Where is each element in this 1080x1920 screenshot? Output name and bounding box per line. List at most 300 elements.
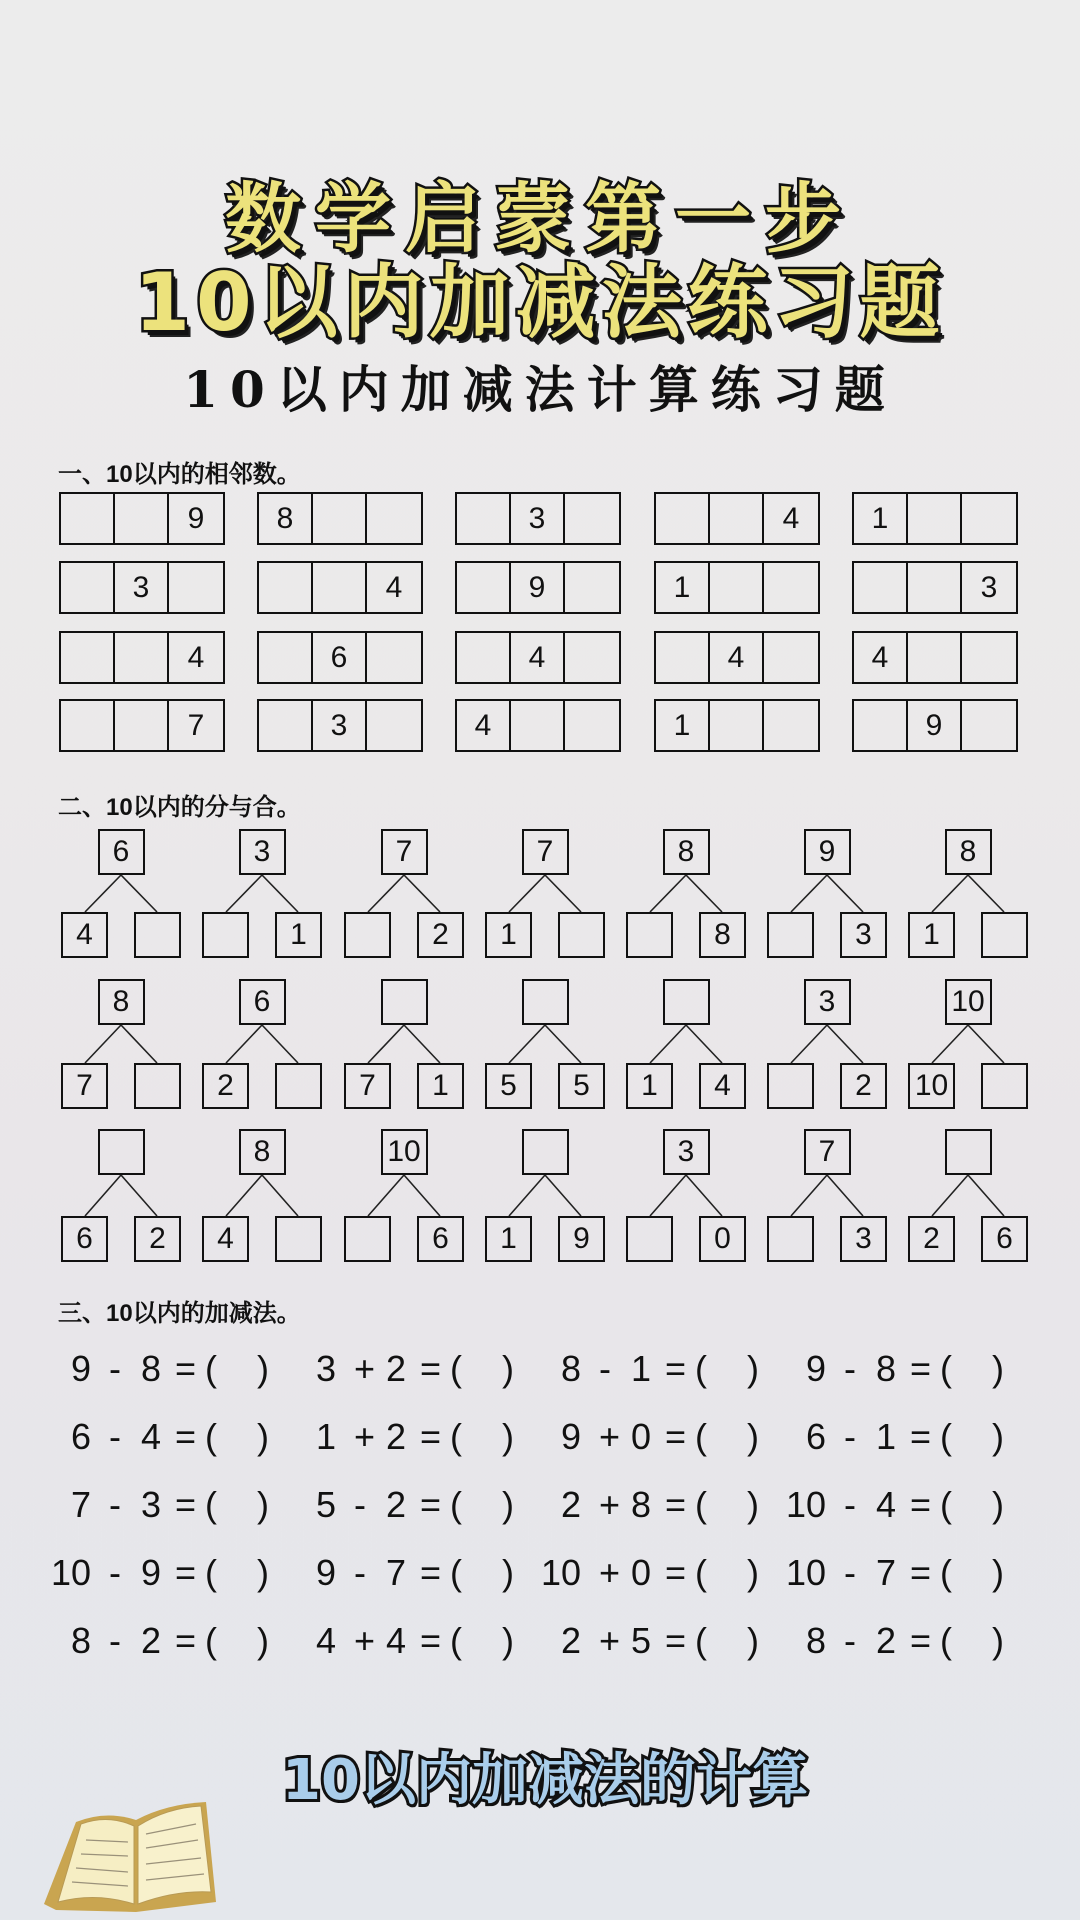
bond-top-box: 8 (663, 829, 710, 875)
answer-box[interactable] (710, 563, 764, 612)
answer-blank[interactable] (954, 1416, 990, 1460)
bond-line (509, 1025, 545, 1063)
equals-sign: = (665, 1552, 687, 1593)
close-paren: ) (502, 1620, 514, 1661)
answer-box[interactable] (962, 701, 1016, 750)
close-paren: ) (502, 1416, 514, 1457)
answer-box[interactable] (764, 701, 818, 750)
answer-box[interactable] (259, 563, 313, 612)
bond-line (827, 875, 863, 912)
equation (316, 1552, 516, 1596)
operand-a: 2 (560, 1620, 581, 1661)
operator: - (599, 1348, 611, 1389)
bond-right-box: 2 (134, 1216, 181, 1262)
operand-a: 6 (805, 1416, 826, 1457)
open-paren: ( (205, 1552, 217, 1593)
bond-line (509, 875, 545, 912)
bond-top-box: 8 (98, 979, 145, 1025)
operand-b: 7 (386, 1552, 407, 1593)
equals-sign: = (420, 1620, 442, 1661)
bond-left-box: 1 (908, 912, 955, 958)
adjacent-number-group (257, 492, 423, 545)
bond-right-box: 6 (981, 1216, 1028, 1262)
bond-top-box: 6 (98, 829, 145, 875)
bond-left-box: 5 (485, 1063, 532, 1109)
bond-line (791, 875, 827, 912)
bond-line (650, 875, 686, 912)
answer-box[interactable] (565, 633, 619, 682)
answer-blank[interactable] (709, 1484, 745, 1528)
bond-left-box: 2 (908, 1216, 955, 1262)
close-paren: ) (257, 1484, 269, 1525)
bond-line (85, 875, 121, 912)
operand-b: 4 (386, 1620, 407, 1661)
operator: + (354, 1620, 376, 1661)
operand-a: 7 (70, 1484, 91, 1525)
close-paren: ) (257, 1620, 269, 1661)
operand-b: 0 (631, 1552, 652, 1593)
operand-b: 1 (631, 1348, 652, 1389)
open-paren: ( (940, 1348, 952, 1389)
bond-line (545, 1025, 581, 1063)
operator: - (109, 1484, 121, 1525)
bond-line (368, 875, 404, 912)
equation (50, 1552, 271, 1596)
answer-box[interactable] (313, 494, 367, 543)
operand-a: 1 (315, 1416, 336, 1457)
answer-box[interactable] (115, 701, 169, 750)
answer-box[interactable] (565, 701, 619, 750)
operand-b: 4 (141, 1416, 162, 1457)
close-paren: ) (747, 1552, 759, 1593)
operand-b: 2 (386, 1348, 407, 1389)
bond-line (509, 1175, 545, 1216)
equation (316, 1348, 516, 1392)
bond-left-box: 4 (202, 1216, 249, 1262)
answer-blank[interactable] (464, 1416, 500, 1460)
bond-line (368, 1175, 404, 1216)
answer-blank[interactable] (954, 1552, 990, 1596)
equals-sign: = (665, 1484, 687, 1525)
open-paren: ( (205, 1620, 217, 1661)
operand-b: 2 (386, 1416, 407, 1457)
bond-left-box-empty[interactable] (344, 912, 391, 958)
open-paren: ( (695, 1620, 707, 1661)
answer-box[interactable] (764, 633, 818, 682)
bond-right-box: 4 (699, 1063, 746, 1109)
equals-sign: = (420, 1484, 442, 1525)
number-cell: 1 (656, 701, 710, 750)
answer-box[interactable] (457, 563, 511, 612)
equation (316, 1484, 516, 1528)
close-paren: ) (502, 1552, 514, 1593)
equation (540, 1552, 761, 1596)
equals-sign: = (910, 1416, 932, 1457)
answer-blank[interactable] (954, 1620, 990, 1664)
bond-right-box: 2 (840, 1063, 887, 1109)
adjacent-number-group (852, 699, 1018, 752)
number-cell: 3 (115, 563, 169, 612)
answer-box[interactable] (908, 633, 962, 682)
answer-box[interactable] (854, 701, 908, 750)
answer-box[interactable] (457, 494, 511, 543)
answer-box[interactable] (908, 494, 962, 543)
open-paren: ( (695, 1416, 707, 1457)
operand-a: 9 (560, 1416, 581, 1457)
equation (785, 1552, 1006, 1596)
close-paren: ) (747, 1620, 759, 1661)
bond-line (545, 875, 581, 912)
operand-b: 1 (876, 1416, 897, 1457)
number-cell: 4 (385, 570, 403, 604)
close-paren: ) (992, 1552, 1004, 1593)
open-paren: ( (695, 1552, 707, 1593)
equation (561, 1348, 761, 1392)
bond-left-box: 10 (908, 1063, 955, 1109)
operand-a: 8 (805, 1620, 826, 1661)
bond-right-box: 9 (558, 1216, 605, 1262)
operator: - (354, 1552, 366, 1593)
equals-sign: = (910, 1552, 932, 1593)
bond-line (121, 1025, 157, 1063)
open-book-icon (36, 1792, 226, 1917)
close-paren: ) (992, 1484, 1004, 1525)
bond-left-box-empty[interactable] (767, 1216, 814, 1262)
bond-top-box: 3 (239, 829, 286, 875)
adjacent-number-group (654, 561, 820, 614)
answer-blank[interactable] (464, 1620, 500, 1664)
answer-box[interactable] (710, 701, 764, 750)
bond-line (968, 1025, 1004, 1063)
operand-a: 10 (50, 1552, 91, 1593)
open-paren: ( (940, 1484, 952, 1525)
bond-right-box: 0 (699, 1216, 746, 1262)
answer-box[interactable] (565, 494, 619, 543)
number-cell: 8 (259, 494, 313, 543)
bond-left-box: 7 (344, 1063, 391, 1109)
equals-sign: = (910, 1484, 932, 1525)
close-paren: ) (747, 1348, 759, 1389)
bond-line (226, 1175, 262, 1216)
number-cell: 9 (908, 701, 962, 750)
equals-sign: = (420, 1348, 442, 1389)
answer-blank[interactable] (954, 1348, 990, 1392)
answer-box[interactable] (259, 633, 313, 682)
operand-b: 9 (141, 1552, 162, 1593)
bond-line (121, 875, 157, 912)
operand-b: 2 (386, 1484, 407, 1525)
answer-blank[interactable] (219, 1416, 255, 1460)
answer-box[interactable] (962, 494, 1016, 543)
answer-box[interactable] (367, 633, 421, 682)
answer-box[interactable] (61, 633, 115, 682)
bond-right-box-empty[interactable] (134, 1063, 181, 1109)
answer-box[interactable] (169, 563, 223, 612)
close-paren: ) (257, 1416, 269, 1457)
equals-sign: = (175, 1348, 197, 1389)
bond-line (121, 1175, 157, 1216)
answer-box[interactable] (908, 563, 962, 612)
number-cell: 9 (187, 501, 205, 535)
operand-a: 10 (785, 1484, 826, 1525)
bond-line (368, 1025, 404, 1063)
bond-top-box: 10 (381, 1129, 428, 1175)
number-cell: 4 (782, 501, 800, 535)
bond-top-box: 7 (522, 829, 569, 875)
open-paren: ( (695, 1348, 707, 1389)
bond-left-box-empty[interactable] (626, 1216, 673, 1262)
answer-blank[interactable] (219, 1552, 255, 1596)
equation (806, 1416, 1006, 1460)
bond-top-box-empty[interactable] (98, 1129, 145, 1175)
bond-line (686, 875, 722, 912)
adjacent-number-group (654, 631, 820, 684)
equals-sign: = (910, 1620, 932, 1661)
bond-left-box: 1 (485, 1216, 532, 1262)
answer-box[interactable] (115, 633, 169, 682)
bond-right-box: 5 (558, 1063, 605, 1109)
equals-sign: = (665, 1620, 687, 1661)
operator: + (599, 1552, 621, 1593)
bond-top-box: 10 (945, 979, 992, 1025)
bond-line (262, 1025, 298, 1063)
operand-b: 5 (631, 1620, 652, 1661)
adjacent-number-group (455, 561, 621, 614)
open-paren: ( (205, 1484, 217, 1525)
answer-blank[interactable] (709, 1620, 745, 1664)
number-cell: 4 (511, 633, 565, 682)
subtitle: 10以内加减法计算练习题 (183, 360, 897, 419)
number-cell: 4 (854, 633, 908, 682)
bond-top-box-empty[interactable] (945, 1129, 992, 1175)
operand-b: 7 (876, 1552, 897, 1593)
bond-left-box: 4 (61, 912, 108, 958)
operand-b: 3 (141, 1484, 162, 1525)
answer-box[interactable] (61, 563, 115, 612)
open-paren: ( (940, 1416, 952, 1457)
answer-box[interactable] (313, 563, 367, 612)
bond-right-box-empty[interactable] (981, 912, 1028, 958)
bond-line (650, 1025, 686, 1063)
bond-top-box-empty[interactable] (522, 1129, 569, 1175)
bond-left-box: 1 (485, 912, 532, 958)
equation (71, 1348, 271, 1392)
equals-sign: = (175, 1416, 197, 1457)
answer-blank[interactable] (709, 1416, 745, 1460)
adjacent-number-group (852, 631, 1018, 684)
answer-box[interactable] (259, 701, 313, 750)
answer-box[interactable] (764, 563, 818, 612)
close-paren: ) (502, 1348, 514, 1389)
bond-left-box-empty[interactable] (767, 1063, 814, 1109)
adjacent-number-group (59, 631, 225, 684)
operator: + (354, 1348, 376, 1389)
adjacent-number-group (257, 631, 423, 684)
number-cell: 9 (511, 563, 565, 612)
number-cell: 4 (187, 640, 205, 674)
open-paren: ( (940, 1620, 952, 1661)
adjacent-number-group (59, 699, 225, 752)
bond-top-box: 7 (804, 1129, 851, 1175)
number-cell: 1 (656, 563, 710, 612)
answer-box[interactable] (61, 701, 115, 750)
adjacent-number-group (455, 631, 621, 684)
bond-right-box: 1 (275, 912, 322, 958)
operand-a: 10 (540, 1552, 581, 1593)
answer-box[interactable] (511, 701, 565, 750)
operator: + (599, 1620, 621, 1661)
answer-box[interactable] (367, 494, 421, 543)
answer-box[interactable] (962, 633, 1016, 682)
operand-b: 2 (141, 1620, 162, 1661)
title-line-1: 数学启蒙第一步 (225, 174, 855, 263)
number-cell: 4 (457, 701, 511, 750)
bond-top-box-empty[interactable] (381, 979, 428, 1025)
open-paren: ( (205, 1416, 217, 1457)
number-cell: 1 (854, 494, 908, 543)
equals-sign: = (175, 1484, 197, 1525)
equation (71, 1416, 271, 1460)
operator: - (844, 1416, 856, 1457)
bond-top-box: 6 (239, 979, 286, 1025)
answer-box[interactable] (854, 563, 908, 612)
answer-blank[interactable] (464, 1552, 500, 1596)
operator: - (109, 1348, 121, 1389)
answer-box[interactable] (710, 494, 764, 543)
answer-box[interactable] (656, 494, 710, 543)
bond-right-box-empty[interactable] (981, 1063, 1028, 1109)
bond-line (226, 1025, 262, 1063)
close-paren: ) (747, 1416, 759, 1457)
operator: - (109, 1620, 121, 1661)
number-cell: 3 (313, 701, 367, 750)
bond-top-box-empty[interactable] (663, 979, 710, 1025)
equation (71, 1620, 271, 1664)
answer-box[interactable] (61, 494, 115, 543)
bond-left-box: 2 (202, 1063, 249, 1109)
answer-blank[interactable] (464, 1484, 500, 1528)
answer-blank[interactable] (709, 1348, 745, 1392)
bond-top-box-empty[interactable] (522, 979, 569, 1025)
answer-blank[interactable] (464, 1348, 500, 1392)
bond-line (791, 1025, 827, 1063)
bond-line (932, 875, 968, 912)
adjacent-number-group (852, 561, 1018, 614)
equation (316, 1620, 516, 1664)
answer-blank[interactable] (219, 1620, 255, 1664)
operand-a: 8 (70, 1620, 91, 1661)
bond-left-box-empty[interactable] (767, 912, 814, 958)
bond-line (827, 1175, 863, 1216)
equation (785, 1484, 1006, 1528)
bond-line (968, 875, 1004, 912)
open-paren: ( (450, 1348, 462, 1389)
bond-right-box-empty[interactable] (558, 912, 605, 958)
adjacent-number-group (455, 492, 621, 545)
bond-left-box: 1 (626, 1063, 673, 1109)
section3-heading: 三、10以内的加减法。 (58, 1300, 301, 1327)
operand-a: 6 (70, 1416, 91, 1457)
equals-sign: = (665, 1348, 687, 1389)
operator: + (354, 1416, 376, 1457)
bond-line (686, 1175, 722, 1216)
bond-top-box: 9 (804, 829, 851, 875)
operand-b: 8 (631, 1484, 652, 1525)
bond-top-box: 7 (381, 829, 428, 875)
bond-line (686, 1025, 722, 1063)
operator: - (844, 1348, 856, 1389)
bond-left-box-empty[interactable] (202, 912, 249, 958)
bond-right-box-empty[interactable] (134, 912, 181, 958)
bond-right-box-empty[interactable] (275, 1063, 322, 1109)
answer-blank[interactable] (954, 1484, 990, 1528)
adjacent-number-group (654, 699, 820, 752)
operand-a: 9 (805, 1348, 826, 1389)
bond-line (545, 1175, 581, 1216)
close-paren: ) (992, 1416, 1004, 1457)
open-paren: ( (450, 1416, 462, 1457)
operand-a: 10 (785, 1552, 826, 1593)
open-paren: ( (695, 1484, 707, 1525)
bond-right-box: 2 (417, 912, 464, 958)
bond-left-box-empty[interactable] (344, 1216, 391, 1262)
adjacent-number-group (257, 561, 423, 614)
equation (561, 1484, 761, 1528)
operand-b: 8 (141, 1348, 162, 1389)
bond-left-box-empty[interactable] (626, 912, 673, 958)
equals-sign: = (910, 1348, 932, 1389)
bond-line (968, 1175, 1004, 1216)
bond-top-box: 3 (663, 1129, 710, 1175)
bond-left-box: 6 (61, 1216, 108, 1262)
answer-box[interactable] (367, 701, 421, 750)
bond-top-box: 8 (239, 1129, 286, 1175)
equation (561, 1620, 761, 1664)
answer-box[interactable] (457, 633, 511, 682)
answer-blank[interactable] (219, 1348, 255, 1392)
equation (806, 1620, 1006, 1664)
adjacent-number-group (59, 492, 225, 545)
equals-sign: = (175, 1620, 197, 1661)
answer-box[interactable] (115, 494, 169, 543)
bond-line (827, 1025, 863, 1063)
answer-blank[interactable] (219, 1484, 255, 1528)
section2-heading: 二、10以内的分与合。 (58, 794, 301, 821)
number-cell: 7 (187, 708, 205, 742)
bond-right-box: 1 (417, 1063, 464, 1109)
answer-box[interactable] (565, 563, 619, 612)
adjacent-number-group (59, 561, 225, 614)
open-paren: ( (450, 1620, 462, 1661)
operand-a: 2 (560, 1484, 581, 1525)
answer-blank[interactable] (709, 1552, 745, 1596)
adjacent-number-group (852, 492, 1018, 545)
bond-right-box-empty[interactable] (275, 1216, 322, 1262)
equals-sign: = (175, 1552, 197, 1593)
bond-line (791, 1175, 827, 1216)
equation (561, 1416, 761, 1460)
bond-line (932, 1025, 968, 1063)
answer-box[interactable] (656, 633, 710, 682)
open-paren: ( (450, 1484, 462, 1525)
equation (806, 1348, 1006, 1392)
operator: - (844, 1620, 856, 1661)
number-cell: 6 (313, 633, 367, 682)
bond-line (650, 1175, 686, 1216)
operand-a: 9 (70, 1348, 91, 1389)
open-paren: ( (450, 1552, 462, 1593)
operator: - (844, 1484, 856, 1525)
